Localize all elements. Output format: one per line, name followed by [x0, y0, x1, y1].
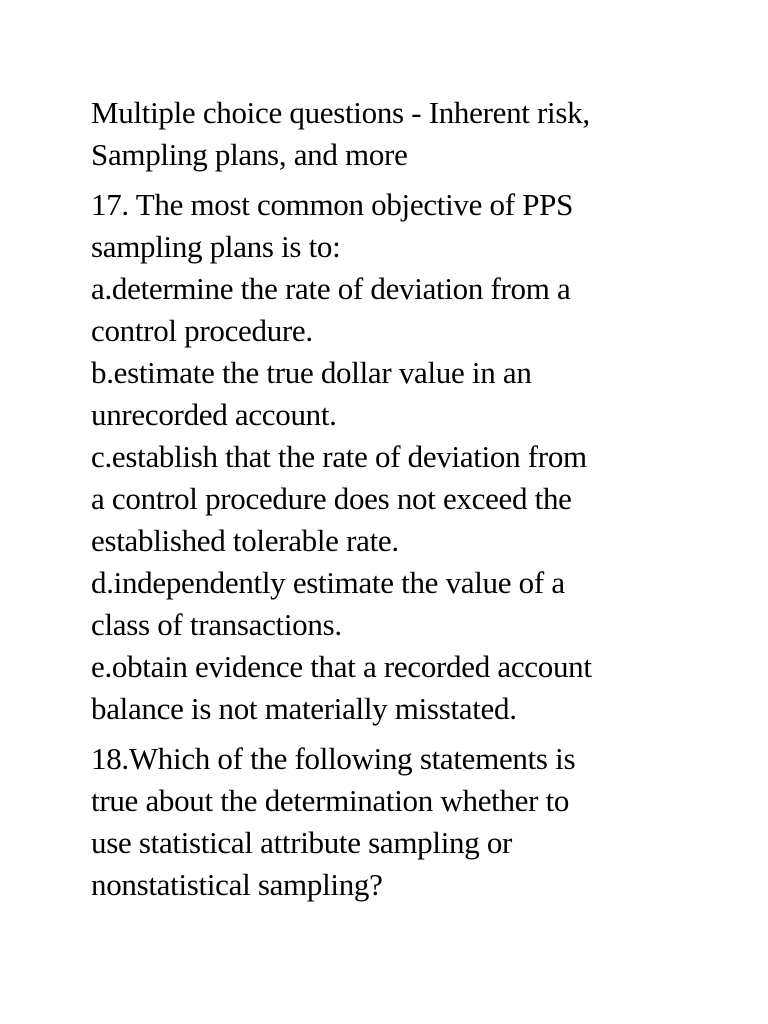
question-18-stem-line: nonstatistical sampling?: [91, 867, 383, 902]
question-17-stem-line: 17. The most common objective of PPS: [91, 187, 574, 222]
option-c-line: a control procedure does not exceed the: [91, 481, 572, 516]
title-line: Multiple choice questions - Inherent risk,: [91, 95, 590, 130]
question-17-stem-line: sampling plans is to:: [91, 229, 341, 264]
document-title: [91, 92, 721, 176]
option-d-line: d.independently estimate the value of a: [91, 565, 565, 600]
question-17: [91, 184, 721, 730]
question-18-stem-line: true about the determination whether to: [91, 783, 570, 818]
title-line: Sampling plans, and more: [91, 137, 408, 172]
option-e-line: balance is not materially misstated.: [91, 691, 517, 726]
question-18: [91, 738, 721, 906]
question-18-stem-line: 18.Which of the following statements is: [91, 741, 576, 776]
option-a-line: control procedure.: [91, 313, 313, 348]
option-a-line: a.determine the rate of deviation from a: [91, 271, 571, 306]
option-d-line: class of transactions.: [91, 607, 342, 642]
question-18-stem-line: use statistical attribute sampling or: [91, 825, 513, 860]
option-e-line: e.obtain evidence that a recorded account: [91, 649, 592, 684]
document-page: [91, 92, 721, 906]
option-c-line: c.establish that the rate of deviation from: [91, 439, 587, 474]
option-b-line: unrecorded account.: [91, 397, 337, 432]
option-b-line: b.estimate the true dollar value in an: [91, 355, 532, 390]
option-c-line: established tolerable rate.: [91, 523, 399, 558]
